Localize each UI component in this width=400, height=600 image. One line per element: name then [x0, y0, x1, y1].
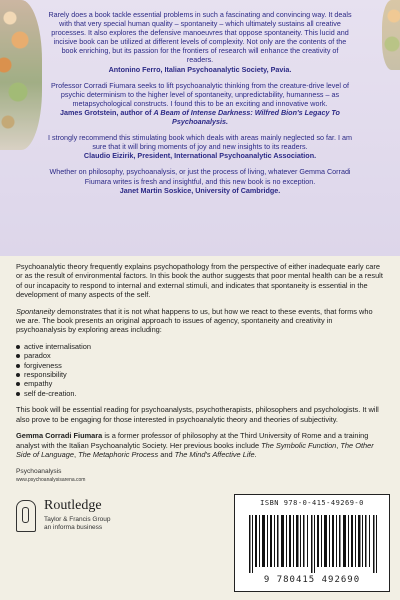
series-url[interactable]: www.psychoanalysisarena.com: [16, 477, 86, 483]
publisher-logo: [16, 498, 186, 538]
book-title: Spontaneity: [16, 306, 56, 316]
separator: ,: [73, 449, 79, 459]
list-item: paradox: [16, 351, 384, 360]
list-item: active internalisation: [16, 342, 384, 351]
endorsement: [48, 167, 352, 194]
separator: and: [158, 449, 175, 459]
endorsement-attribution: Janet Martin Soskice, University of Cambridge.: [119, 185, 281, 195]
description-paragraph: [16, 307, 384, 335]
list-item: responsibility: [16, 370, 384, 379]
description-paragraph: This book will be essential reading for psychoanalysts, psychotherapists, philosophers and psychologists. It will also prove to be engaging for those interested in psychoanalytic theory and theories of subjectivity.: [16, 405, 379, 424]
author-name: Gemma Corradi Fiumara: [16, 431, 103, 441]
endorsement-text: Professor Corradi Fiumara seeks to lift psychoanalytic thinking from the creature-drive level of psychic determinism to the higher level of spontaneity, unpredictability, humanness – as metapsychological constructs. I found this to be an exciting and innovative work.: [50, 80, 349, 108]
series-name: Psychoanalysis: [16, 468, 62, 475]
endorsement-attribution: [48, 108, 352, 126]
flower-image-right: [382, 0, 400, 70]
barcode-bars: [249, 515, 379, 573]
book-title: The Other Side of Language: [16, 440, 374, 459]
isbn-label: ISBN 978-0-415-49269-0: [260, 499, 364, 507]
separator: .: [254, 449, 257, 459]
endorsement: [48, 81, 352, 126]
endorsement-attribution: Antonino Ferro, Italian Psychoanalytic Society, Pavia.: [108, 64, 292, 74]
description-paragraph: Psychoanalytic theory frequently explains psychopathology from the perspective of either inadequate early care or as the result of environmental factors. In this book the author suggests that poor mental health can be a result of our incapacity to respond to internal and external stimuli, and indicates that spontaneity is essential in the development of many aspects of the self.: [16, 262, 383, 300]
attribution-book-title: A Beam of Intense Darkness: Wilfred Bion's Legacy To Psychoanalysis.: [153, 107, 340, 127]
endorsement: [48, 10, 352, 74]
description-text: demonstrates that it is not what happens to us, but how we react to these events, that forms who we are. The book presents an original approach to issues of agency, spontaneity and creativity in psychoanalysis by exploring areas including:: [16, 306, 373, 335]
barcode: [234, 494, 390, 592]
endorsements: [48, 10, 352, 202]
book-title: The Mind's Affective Life: [174, 449, 255, 459]
topic-list: [16, 342, 384, 398]
series-info: [16, 468, 85, 484]
list-item: self de-creation.: [16, 389, 384, 398]
publisher-name: Routledge: [44, 498, 102, 513]
endorsement-text: I strongly recommend this stimulating book which deals with areas mainly neglected so far. I am sure that it will bring moments of joy and new insights to its readers.: [48, 133, 353, 152]
book-description: [16, 262, 384, 466]
endorsement-text: Whether on philosophy, psychoanalysis, or just the process of living, whatever Gemma Corradi Fiumara writes is fresh and insightful, and this new book is no exception.: [49, 167, 351, 186]
author-bio: [16, 431, 384, 459]
list-item: forgiveness: [16, 361, 384, 370]
flower-image: [0, 0, 42, 150]
endorsement-attribution: Claudio Eizirik, President, International Psychoanalytic Association.: [83, 151, 317, 161]
publisher-tagline: an informa business: [44, 524, 103, 531]
endorsement-text: Rarely does a book tackle essential problems in such a fascinating and convincing way. It deals with that very special human quality – spontaneity – which ultimately sustains all creative processes. It also explores the defensive manoeuvres that oppose spontaneity. This lucid and incisive book can be utilized at different levels of complexity. Not only are the contents of the book enriching, but its passion for the frontiers of research will enhance the creativity of readers.: [48, 10, 352, 65]
barcode-number: 9 780415 492690: [263, 575, 361, 585]
publisher-group: Taylor & Francis Group: [44, 516, 111, 523]
book-title: The Metaphoric Process: [78, 449, 159, 459]
bio-text: is a former professor of philosophy at the Third University of Rome and a training analyst with the Italian Psychoanalytic Society. Her previous books include: [16, 431, 369, 450]
endorsement: [48, 133, 352, 160]
routledge-logo-icon: [16, 500, 36, 532]
endorsements-panel: [0, 0, 400, 256]
book-title: The Symbolic Function: [261, 440, 337, 450]
list-item: empathy: [16, 379, 384, 388]
attribution-prefix: James Grotstein, author of: [60, 107, 154, 117]
separator: ,: [336, 440, 341, 450]
